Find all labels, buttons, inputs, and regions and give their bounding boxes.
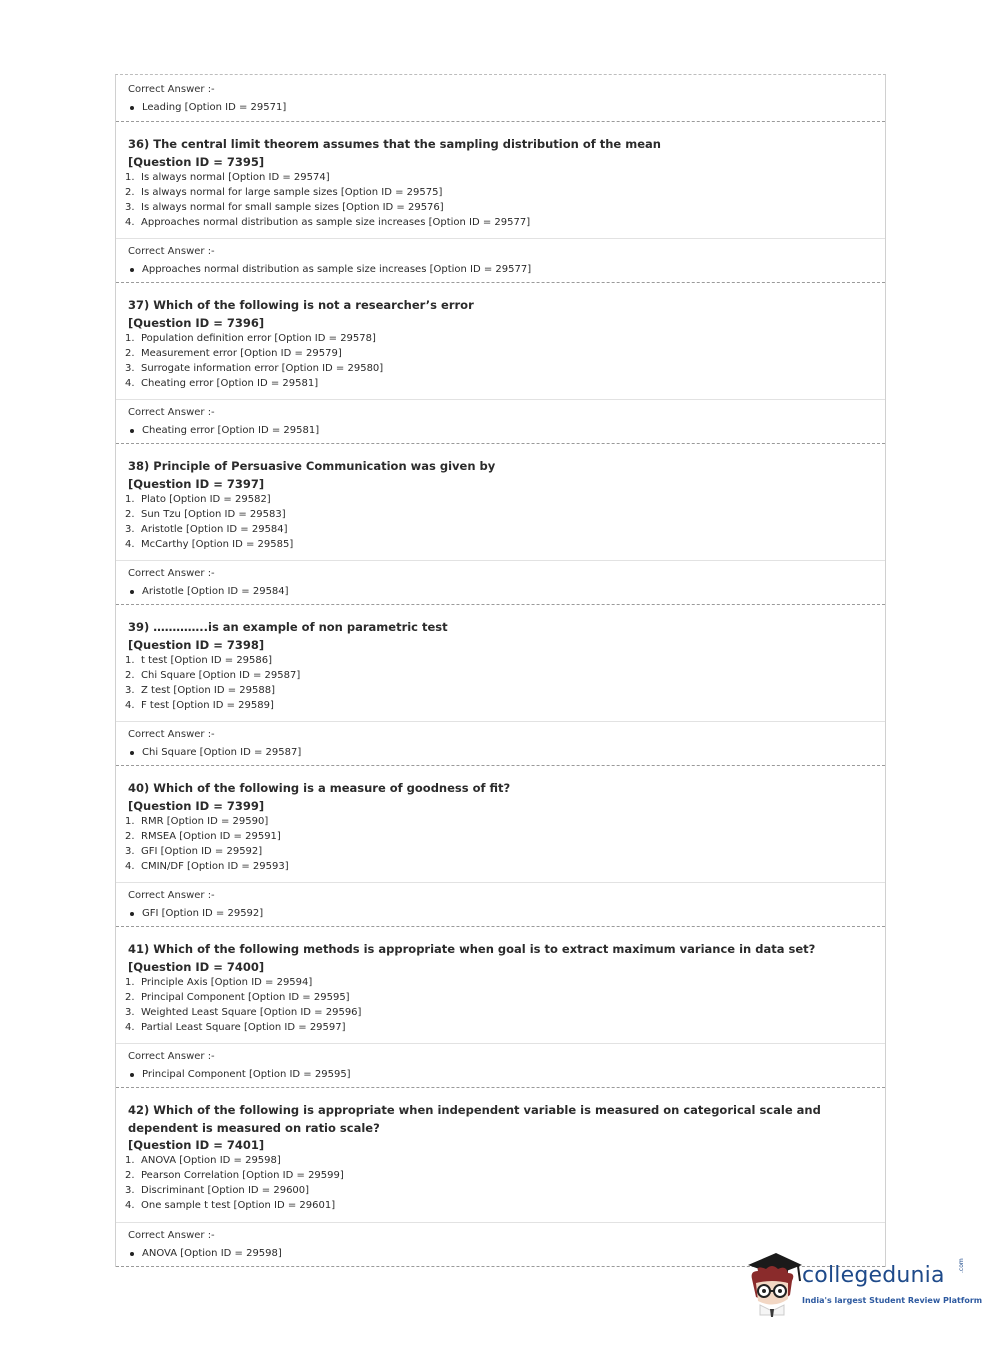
option-text: Cheating error [Option ID = 29581] [141, 377, 319, 389]
option-item [125, 1168, 873, 1183]
collegedunia-logo [742, 1249, 983, 1319]
option-item [125, 331, 873, 346]
option-text: GFI [Option ID = 29592] [141, 845, 263, 857]
answer-label: Correct Answer :- [128, 729, 215, 740]
option-text: Aristotle [Option ID = 29584] [141, 523, 288, 535]
answer-block [116, 883, 885, 927]
options-list [125, 492, 873, 552]
option-item [125, 361, 873, 376]
bullet-icon [130, 590, 134, 594]
option-text: Discriminant [Option ID = 29600] [141, 1185, 310, 1197]
option-item [125, 844, 873, 859]
answer-block [116, 400, 885, 444]
option-item [125, 1183, 873, 1198]
answer-item [128, 101, 873, 114]
answer-text: Principal Component [Option ID = 29595] [142, 1069, 351, 1080]
option-text: Is always normal [Option ID = 29574] [141, 171, 330, 183]
answer-text: Chi Square [Option ID = 29587] [142, 747, 302, 758]
option-number: 4. [125, 1200, 135, 1212]
option-number: 1. [125, 976, 135, 988]
answer-block [116, 561, 885, 605]
question-text: 36) The central limit theorem assumes that the sampling distribution of the mean [128, 137, 661, 151]
option-item [125, 990, 873, 1005]
option-number: 4. [125, 538, 135, 550]
option-number: 3. [125, 362, 135, 374]
option-item [125, 507, 873, 522]
question-block [116, 1088, 885, 1223]
answer-label: Correct Answer :- [128, 890, 215, 901]
option-text: RMSEA [Option ID = 29591] [141, 830, 281, 842]
answer-item [128, 1068, 873, 1081]
option-item [125, 829, 873, 844]
options-list [125, 975, 873, 1035]
question-id: [Question ID = 7397] [128, 476, 265, 491]
option-text: Population definition error [Option ID = 29578] [141, 332, 376, 344]
option-text: t test [Option ID = 29586] [141, 654, 273, 666]
question-text: 40) Which of the following is a measure of goodness of fit? [128, 781, 511, 795]
option-item [125, 1198, 873, 1213]
option-text: CMIN/DF [Option ID = 29593] [141, 860, 289, 872]
answer-text: Cheating error [Option ID = 29581] [142, 425, 320, 436]
question-block [116, 122, 885, 239]
option-number: 2. [125, 186, 135, 198]
question-text: 41) Which of the following methods is appropriate when goal is to extract maximum variance in data set? [128, 942, 816, 956]
options-list [125, 170, 873, 230]
option-text: RMR [Option ID = 29590] [141, 815, 269, 827]
option-text: Is always normal for small sample sizes [Option ID = 29576] [141, 201, 444, 213]
question-id: [Question ID = 7396] [128, 315, 265, 330]
question-block [116, 444, 885, 561]
option-text: Plato [Option ID = 29582] [141, 493, 271, 505]
option-item [125, 1020, 873, 1035]
option-text: ANOVA [Option ID = 29598] [141, 1155, 281, 1166]
question-text: 39) …………..is an example of non parametric test [128, 620, 448, 634]
option-text: Z test [Option ID = 29588] [141, 684, 275, 696]
option-number: 4. [125, 377, 135, 389]
question-block [116, 766, 885, 883]
option-item [125, 1153, 873, 1168]
question-id: [Question ID = 7399] [128, 798, 265, 813]
option-item [125, 185, 873, 200]
option-text: Pearson Correlation [Option ID = 29599] [141, 1170, 344, 1182]
answer-label: Correct Answer :- [128, 407, 215, 418]
option-number: 2. [125, 508, 135, 520]
option-number: 3. [125, 1006, 135, 1018]
option-text: F test [Option ID = 29589] [141, 699, 274, 711]
option-number: 2. [125, 347, 135, 359]
options-list [125, 814, 873, 874]
answer-label: Correct Answer :- [128, 1230, 215, 1241]
bullet-icon [130, 912, 134, 916]
option-item [125, 537, 873, 552]
question-text: 38) Principle of Persuasive Communication was given by [128, 459, 496, 473]
option-text: Is always normal for large sample sizes [Option ID = 29575] [141, 186, 443, 198]
option-number: 4. [125, 216, 135, 228]
option-text: Principle Axis [Option ID = 29594] [141, 976, 313, 988]
option-text: McCarthy [Option ID = 29585] [141, 538, 294, 550]
answer-text: Leading [Option ID = 29571] [142, 102, 287, 113]
option-number: 3. [125, 845, 135, 857]
question-id: [Question ID = 7398] [128, 637, 265, 652]
option-item [125, 170, 873, 185]
option-item [125, 653, 873, 668]
answer-block [116, 239, 885, 283]
option-number: 4. [125, 1021, 135, 1033]
option-text: Principal Component [Option ID = 29595] [141, 991, 350, 1003]
option-text: Partial Least Square [Option ID = 29597] [141, 1021, 346, 1033]
options-list [125, 331, 873, 391]
brand-tagline: India's largest Student Review Platform [802, 1296, 983, 1305]
option-text: Measurement error [Option ID = 29579] [141, 347, 342, 359]
answer-label: Correct Answer :- [128, 1051, 215, 1062]
option-item [125, 683, 873, 698]
option-number: 4. [125, 699, 135, 711]
answer-label: Correct Answer :- [128, 246, 215, 257]
options-list [125, 1153, 873, 1213]
option-item [125, 975, 873, 990]
option-item [125, 859, 873, 874]
bullet-icon [130, 268, 134, 272]
option-number: 3. [125, 523, 135, 535]
question-id: [Question ID = 7401] [128, 1138, 265, 1152]
answer-block [116, 722, 885, 766]
question-block [116, 605, 885, 722]
bullet-icon [130, 1073, 134, 1077]
option-item [125, 346, 873, 361]
option-item [125, 814, 873, 829]
options-list [125, 653, 873, 713]
option-text: Sun Tzu [Option ID = 29583] [141, 508, 286, 520]
bullet-icon [130, 429, 134, 433]
option-number: 2. [125, 669, 135, 681]
option-number: 2. [125, 830, 135, 842]
answer-item [128, 424, 873, 437]
answer-label: Correct Answer :- [128, 84, 215, 95]
answer-text: Approaches normal distribution as sample size increases [Option ID = 29577] [142, 264, 532, 275]
brand-name: collegedunia [802, 1263, 945, 1288]
option-item [125, 492, 873, 507]
answer-block [116, 1044, 885, 1088]
option-item [125, 1005, 873, 1020]
option-item [125, 698, 873, 713]
option-number: 3. [125, 684, 135, 696]
option-item [125, 200, 873, 215]
option-number: 2. [125, 991, 135, 1003]
option-number: 1. [125, 654, 135, 666]
answer-text: Aristotle [Option ID = 29584] [142, 586, 289, 597]
answer-item [128, 907, 873, 920]
option-text: Weighted Least Square [Option ID = 29596] [141, 1006, 362, 1018]
option-number: 1. [125, 332, 135, 344]
answer-block [116, 75, 885, 122]
answer-label: Correct Answer :- [128, 568, 215, 579]
option-number: 1. [125, 1155, 135, 1166]
question-text: 37) Which of the following is not a researcher’s error [128, 298, 474, 312]
questions-list [116, 122, 885, 1267]
option-item [125, 668, 873, 683]
answer-item [128, 585, 873, 598]
question-id: [Question ID = 7400] [128, 959, 265, 974]
option-item [125, 522, 873, 537]
option-item [125, 215, 873, 230]
option-number: 1. [125, 493, 135, 505]
question-block [116, 283, 885, 400]
option-number: 1. [125, 815, 135, 827]
answer-text: GFI [Option ID = 29592] [142, 908, 264, 919]
option-number: 3. [125, 1185, 135, 1197]
bullet-icon [130, 751, 134, 755]
option-number: 3. [125, 201, 135, 213]
option-number: 4. [125, 860, 135, 872]
question-id: [Question ID = 7395] [128, 154, 265, 169]
brand-domain: .com [958, 1258, 965, 1273]
option-number: 1. [125, 171, 135, 183]
option-text: Surrogate information error [Option ID = 29580] [141, 362, 384, 374]
answer-text: ANOVA [Option ID = 29598] [142, 1248, 282, 1259]
option-number: 2. [125, 1170, 135, 1182]
question-paper [115, 74, 886, 1267]
question-block [116, 927, 885, 1044]
bullet-icon [130, 1252, 134, 1256]
bullet-icon [130, 106, 134, 110]
option-text: Chi Square [Option ID = 29587] [141, 669, 301, 681]
option-text: Approaches normal distribution as sample size increases [Option ID = 29577] [141, 216, 531, 228]
mascot-icon [742, 1249, 806, 1321]
option-item [125, 376, 873, 391]
answer-item [128, 746, 873, 759]
question-text: 42) Which of the following is appropriate when independent variable is measured on categorical scale and dependent is measured on ratio scale? [128, 1103, 821, 1135]
answer-item [128, 263, 873, 276]
option-text: One sample t test [Option ID = 29601] [141, 1200, 336, 1212]
